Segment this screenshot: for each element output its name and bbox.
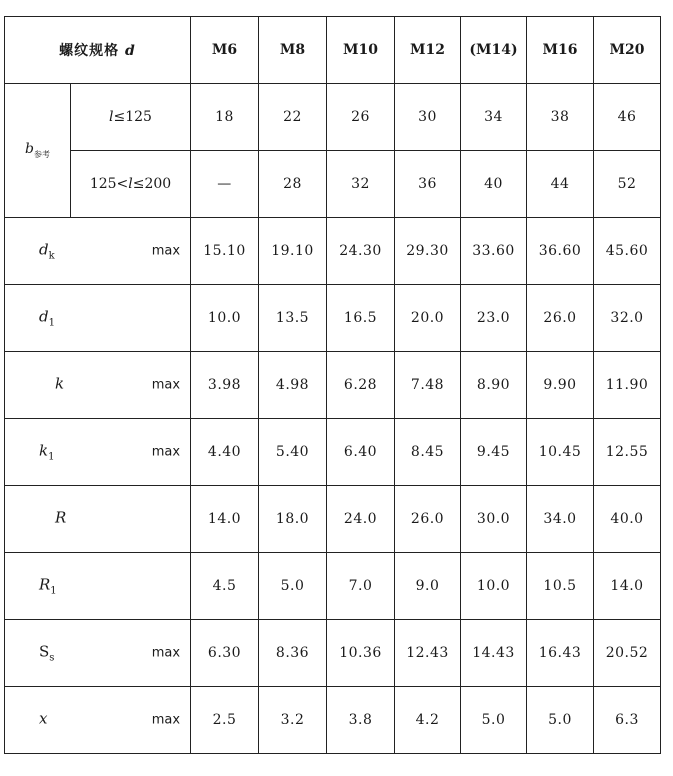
table-row-b-short (5, 84, 661, 151)
table-cell: 52 (594, 151, 661, 218)
col-header: M20 (594, 17, 661, 84)
header-thread-spec: 螺纹规格 d (5, 17, 191, 84)
table-cell: 22 (259, 84, 327, 151)
table-cell: 10.36 (327, 620, 395, 687)
table-cell: 45.60 (594, 218, 661, 285)
param-label: $d_k$ max (5, 218, 191, 285)
table-cell: 6.30 (191, 620, 259, 687)
table-cell: 40 (461, 151, 527, 218)
table-cell: 9.0 (395, 553, 461, 620)
table-cell: 4.40 (191, 419, 259, 486)
table-cell: 20.52 (594, 620, 661, 687)
table-cell: 38 (527, 84, 594, 151)
table-cell: 20.0 (395, 285, 461, 352)
table-cell: 6.40 (327, 419, 395, 486)
table-cell: 12.43 (395, 620, 461, 687)
table-cell: 44 (527, 151, 594, 218)
table-cell: 16.5 (327, 285, 395, 352)
table-cell: 24.0 (327, 486, 395, 553)
param-label: x max (5, 687, 191, 754)
table-cell: 33.60 (461, 218, 527, 285)
table-cell: 8.90 (461, 352, 527, 419)
param-label: $S_s$ max (5, 620, 191, 687)
table-cell: 4.98 (259, 352, 327, 419)
condition-l-le-125: l≤125 (71, 84, 191, 151)
col-header: M16 (527, 17, 594, 84)
header-row (5, 17, 661, 84)
table-cell: 14.43 (461, 620, 527, 687)
table-cell: 7.48 (395, 352, 461, 419)
col-header: (M14) (461, 17, 527, 84)
table-cell: 40.0 (594, 486, 661, 553)
table-cell: 7.0 (327, 553, 395, 620)
table-cell: 14.0 (594, 553, 661, 620)
spec-table (4, 16, 661, 754)
table-cell: 36.60 (527, 218, 594, 285)
table-cell: 28 (259, 151, 327, 218)
table-cell: 10.0 (191, 285, 259, 352)
table-row-d1 (5, 285, 661, 352)
table-cell: 14.0 (191, 486, 259, 553)
table-row-R (5, 486, 661, 553)
table-cell: 6.3 (594, 687, 661, 754)
table-cell: 8.45 (395, 419, 461, 486)
table-cell: 16.43 (527, 620, 594, 687)
table-cell: 9.45 (461, 419, 527, 486)
table-cell: 5.0 (461, 687, 527, 754)
table-cell: 3.98 (191, 352, 259, 419)
table-cell: 11.90 (594, 352, 661, 419)
table-cell: 26.0 (395, 486, 461, 553)
table-cell: 32.0 (594, 285, 661, 352)
table-cell: 2.5 (191, 687, 259, 754)
table-cell: 30.0 (461, 486, 527, 553)
table-cell: 4.2 (395, 687, 461, 754)
table-cell: 3.8 (327, 687, 395, 754)
param-label: $k_1$ max (5, 419, 191, 486)
table-row-x (5, 687, 661, 754)
table-row-Ss (5, 620, 661, 687)
table-cell: 19.10 (259, 218, 327, 285)
table-row-b-long (5, 151, 661, 218)
table-cell: 30 (395, 84, 461, 151)
table-cell: 26.0 (527, 285, 594, 352)
table-cell: 34 (461, 84, 527, 151)
table-cell: 4.5 (191, 553, 259, 620)
param-label: R (5, 486, 191, 553)
table-cell: 32 (327, 151, 395, 218)
table-cell: 13.5 (259, 285, 327, 352)
param-label: $d_1$ (5, 285, 191, 352)
table-cell: 10.0 (461, 553, 527, 620)
table-cell: 5.0 (259, 553, 327, 620)
table-cell: 36 (395, 151, 461, 218)
table-cell: 18 (191, 84, 259, 151)
table-cell: 15.10 (191, 218, 259, 285)
table-row-k1 (5, 419, 661, 486)
param-label: k max (5, 352, 191, 419)
table-row-dk (5, 218, 661, 285)
table-cell: 10.45 (527, 419, 594, 486)
table-cell: 34.0 (527, 486, 594, 553)
table-cell: 46 (594, 84, 661, 151)
table-cell: 3.2 (259, 687, 327, 754)
table-cell: 26 (327, 84, 395, 151)
table-cell: — (191, 151, 259, 218)
condition-125-l-le-200: 125<l≤200 (71, 151, 191, 218)
col-header: M8 (259, 17, 327, 84)
col-header: M6 (191, 17, 259, 84)
table-cell: 5.0 (527, 687, 594, 754)
col-header: M10 (327, 17, 395, 84)
table-cell: 10.5 (527, 553, 594, 620)
table-cell: 8.36 (259, 620, 327, 687)
table-cell: 6.28 (327, 352, 395, 419)
param-label: $R_1$ (5, 553, 191, 620)
table-cell: 23.0 (461, 285, 527, 352)
table-cell: 24.30 (327, 218, 395, 285)
table-cell: 9.90 (527, 352, 594, 419)
table-cell: 29.30 (395, 218, 461, 285)
table-row-k (5, 352, 661, 419)
param-b-label: $b_{参考}$ (5, 84, 71, 218)
col-header: M12 (395, 17, 461, 84)
table-cell: 12.55 (594, 419, 661, 486)
table-cell: 5.40 (259, 419, 327, 486)
table-cell: 18.0 (259, 486, 327, 553)
table-row-R1 (5, 553, 661, 620)
